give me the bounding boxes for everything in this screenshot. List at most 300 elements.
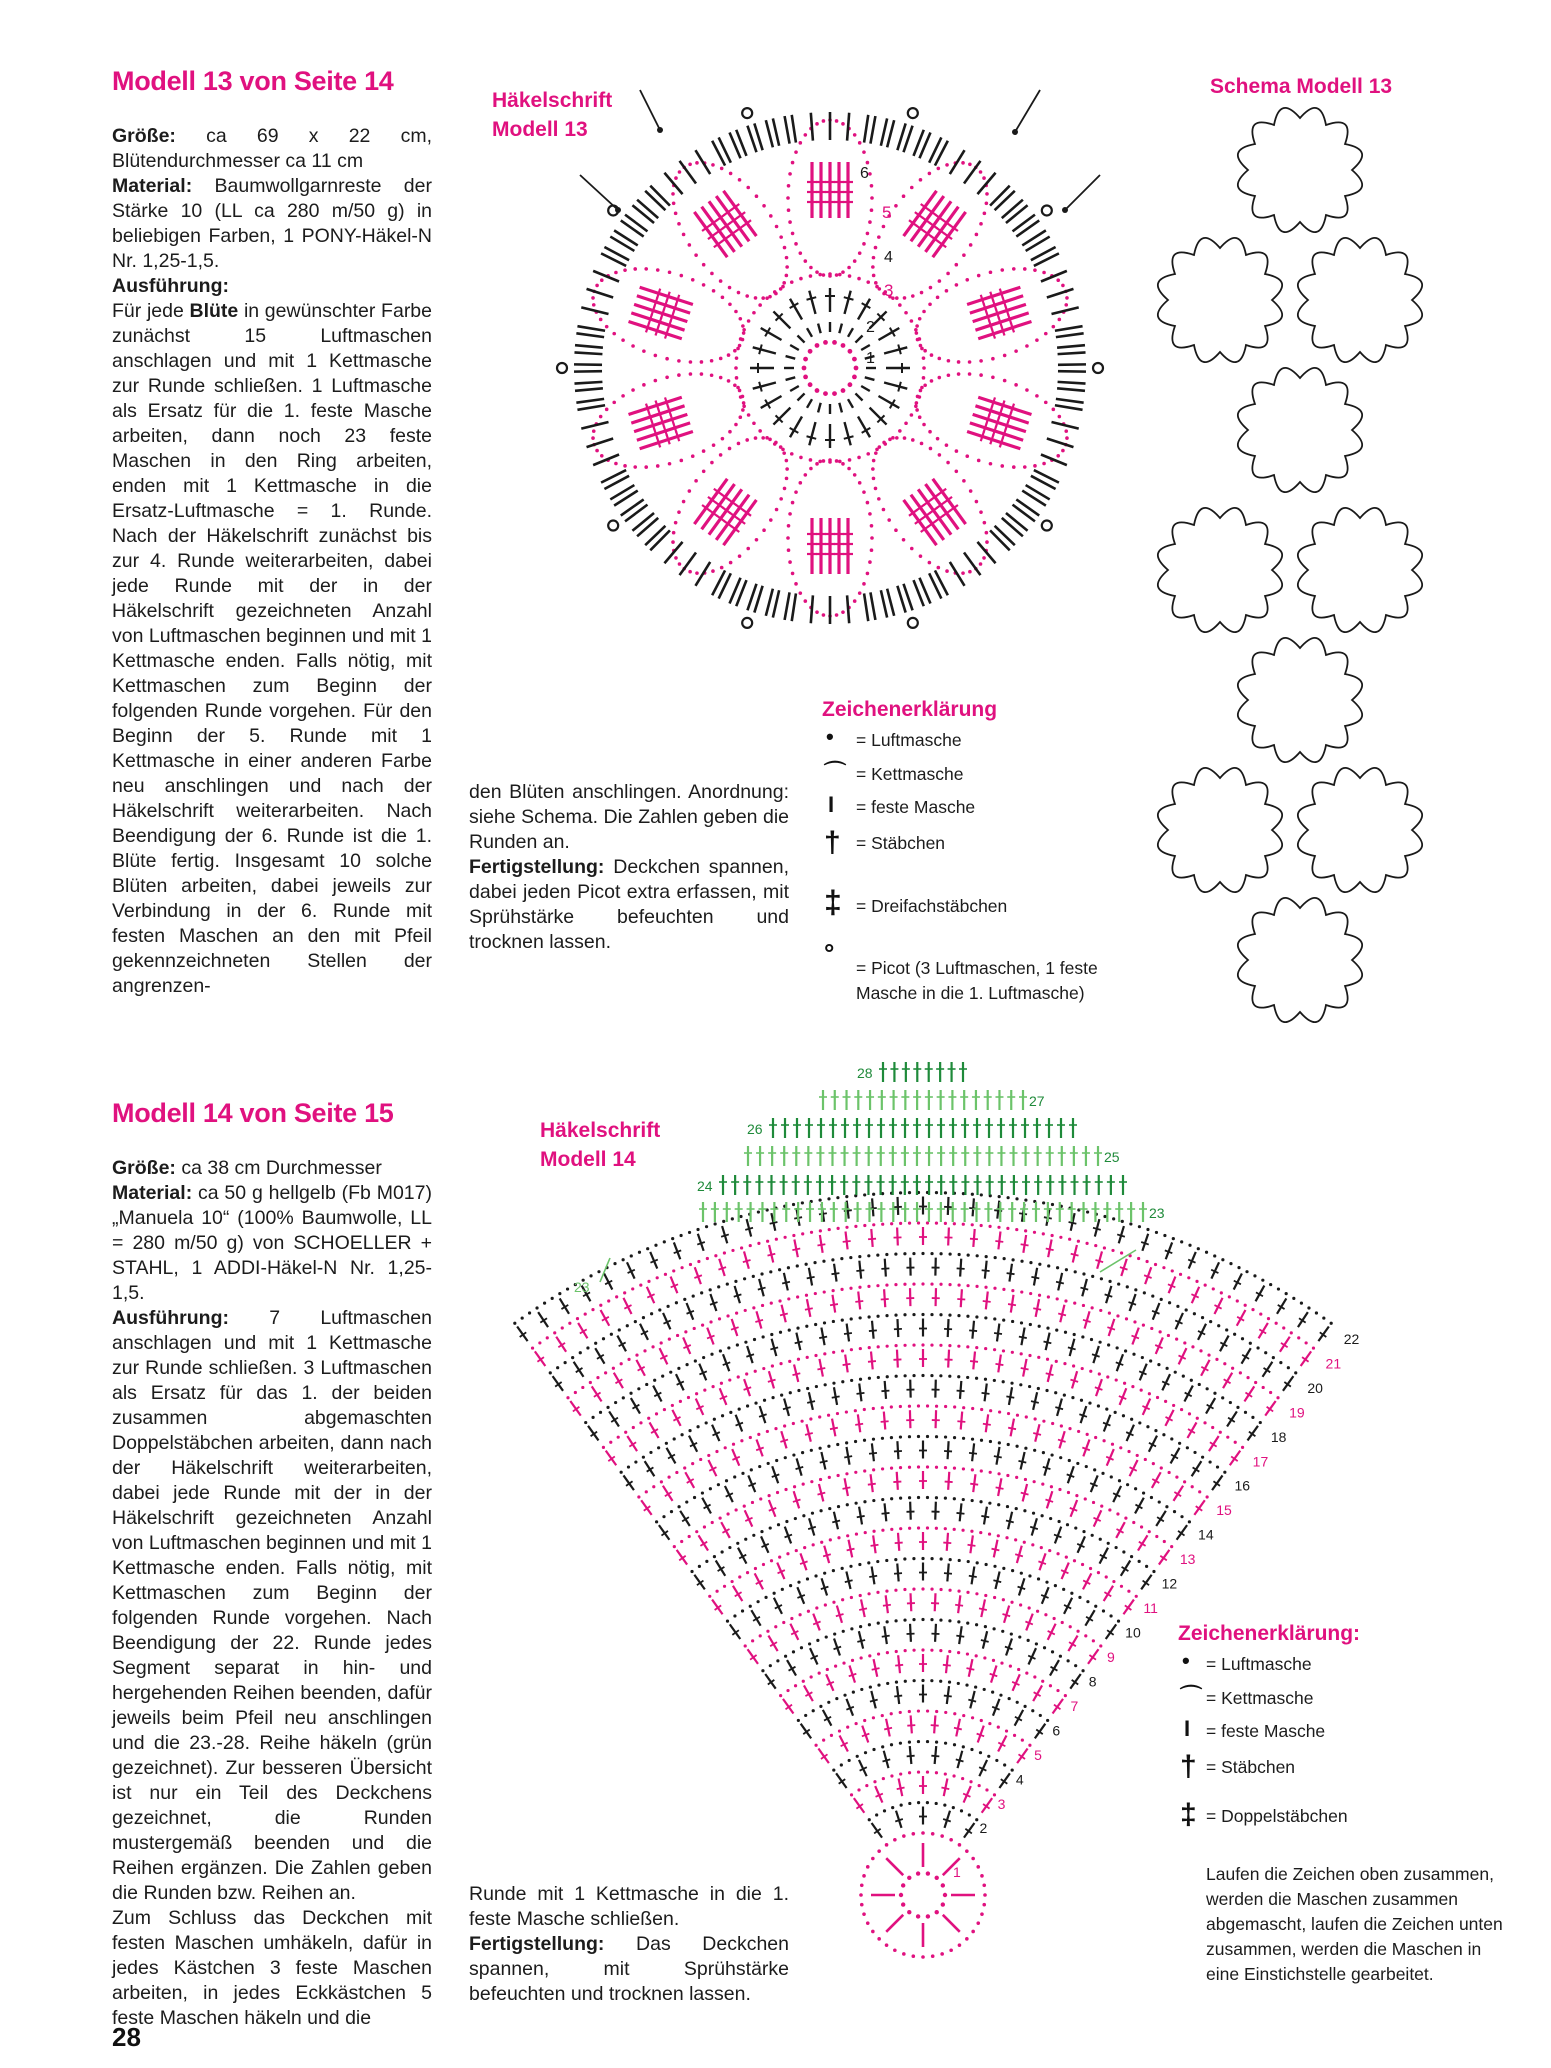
round-label: 22 [1343, 1330, 1360, 1347]
chain-dot [899, 1497, 902, 1500]
chain-dot [1033, 1480, 1036, 1483]
chain-dot [1081, 1335, 1084, 1338]
chain-dot [1107, 1542, 1110, 1545]
chain-dot [1019, 1383, 1022, 1386]
treble-bar [665, 397, 668, 407]
chain-dot [1162, 1433, 1165, 1436]
chain-dot [941, 1883, 945, 1887]
chain-dot [944, 1222, 947, 1225]
chain-dot [1106, 1375, 1109, 1378]
chain-dot [1114, 1411, 1117, 1414]
chain-dot [663, 1408, 666, 1411]
row-label: 23 [1149, 1205, 1165, 1221]
chain-dot [989, 270, 993, 274]
chain-dot [775, 1238, 778, 1241]
chain-dot [939, 1680, 942, 1683]
chain-dot [860, 1656, 863, 1659]
chain-dot [645, 1383, 648, 1386]
chain-dot [876, 1253, 879, 1256]
chain-dot [1033, 268, 1037, 272]
stitch-bar [782, 1282, 790, 1284]
chain-dot [752, 311, 756, 315]
chain-dot [610, 1333, 613, 1336]
chain-dot [1157, 1363, 1160, 1366]
chain-dot [890, 1774, 893, 1777]
chain-dot [975, 233, 979, 237]
stitch-mark [748, 1649, 758, 1664]
chain-dot [1180, 1408, 1183, 1411]
chain-dot [881, 1714, 884, 1717]
treble-bar [986, 415, 989, 425]
chain-dot [1148, 1392, 1151, 1395]
schema-flower-outline [1158, 768, 1282, 892]
chain-dot [984, 1286, 987, 1289]
chain-dot [722, 1220, 725, 1223]
chain-dot [894, 1314, 897, 1317]
chain-dot [1024, 1229, 1027, 1232]
chain-dot [757, 1242, 760, 1245]
chain-dot [1206, 1495, 1209, 1498]
chain-dot [1122, 1414, 1125, 1417]
stitch-bar [872, 1668, 880, 1670]
stitch-mark [677, 1550, 687, 1565]
legend-item-chain: = Luftmasche [1206, 1654, 1312, 1674]
stitch-bar [943, 1543, 951, 1544]
chain-dot [818, 460, 822, 464]
chain-dot [745, 1372, 748, 1375]
treble-bar [996, 309, 999, 319]
stitch-bar [767, 1254, 775, 1256]
chain-dot [1090, 1338, 1093, 1341]
chain-dot [1101, 1472, 1104, 1475]
chain-dot [705, 1225, 708, 1228]
chain-dot [944, 1527, 947, 1530]
chain-dot [859, 1893, 863, 1897]
chain-dot [908, 1802, 911, 1805]
single-crochet-mark [786, 377, 796, 380]
chain-dot [1245, 1270, 1248, 1273]
single-crochet-mark [1056, 399, 1084, 403]
chain-dot [620, 1362, 623, 1365]
stitch-mark [570, 1401, 580, 1416]
chain-dot [983, 212, 987, 216]
chain-dot [810, 1231, 813, 1234]
stitch-mark [897, 1441, 898, 1459]
single-crochet-mark [785, 592, 790, 620]
chain-dot [870, 548, 874, 552]
treble-bar [668, 321, 671, 331]
chain-dot [815, 462, 819, 466]
chain-dot [826, 1668, 829, 1671]
chain-dot [602, 1446, 605, 1449]
chain-dot [911, 294, 915, 298]
chain-dot [841, 388, 846, 393]
material-label: Material: [112, 1182, 193, 1204]
chain-dot [1108, 1312, 1111, 1315]
chain-dot [917, 1526, 920, 1529]
chain-dot [700, 372, 704, 376]
chain-dot [656, 1276, 659, 1279]
stitch-bar [832, 1396, 840, 1397]
chain-dot [939, 1313, 942, 1316]
chain-dot [872, 1438, 875, 1441]
chain-dot [1170, 1437, 1173, 1440]
chain-dot [701, 1491, 704, 1494]
chain-dot [899, 1742, 902, 1745]
chain-dot [890, 1712, 893, 1715]
chain-dot [1239, 1371, 1242, 1374]
chain-dot [1023, 267, 1027, 271]
chain-dot [806, 1356, 809, 1359]
chain-dot [866, 161, 870, 165]
chain-dot [1018, 1635, 1021, 1638]
stitch-bar [755, 1320, 763, 1322]
chain-dot [983, 1656, 986, 1659]
chain-dot [815, 122, 819, 126]
chain-dot [721, 296, 725, 300]
chain-dot [738, 1575, 741, 1578]
chain-dot [822, 1739, 825, 1742]
round-label: 1 [953, 1864, 961, 1880]
chain-dot [1061, 449, 1065, 453]
chain-dot [1228, 1295, 1231, 1298]
chain-dot [803, 374, 808, 379]
chain-dot [840, 1763, 843, 1766]
chain-dot [957, 360, 961, 364]
chain-dot [928, 430, 932, 434]
single-crochet-mark [855, 393, 862, 400]
chain-dot [1150, 1327, 1153, 1330]
chain-dot [854, 1440, 857, 1443]
chain-dot [760, 1530, 763, 1533]
chain-dot [762, 1367, 765, 1370]
chain-dot [903, 436, 907, 440]
chain-dot [841, 1598, 844, 1601]
chain-dot [749, 1605, 752, 1608]
chain-dot [612, 1367, 615, 1370]
chain-dot [654, 379, 658, 383]
chain-dot [783, 487, 787, 491]
treble-bar [1011, 404, 1014, 414]
chain-dot [1225, 1328, 1228, 1331]
chain-dot [1107, 1343, 1110, 1346]
chain-dot [1055, 1360, 1058, 1363]
legend-item-slip: = Kettmasche [856, 764, 964, 784]
chain-dot [695, 161, 699, 165]
chain-dot [1155, 1535, 1158, 1538]
chain-dot [935, 1741, 938, 1744]
chain-dot [999, 1694, 1002, 1697]
double-crochet-mark [790, 299, 802, 320]
chain-dot [958, 1253, 961, 1256]
chain-dot [1012, 465, 1016, 469]
chain-dot [935, 1910, 939, 1914]
single-crochet-mark [1022, 230, 1046, 245]
chain-dot [808, 349, 813, 354]
chain-dot [792, 1650, 795, 1653]
chain-dot [930, 1557, 933, 1560]
chain-dot [957, 1283, 960, 1286]
single-crochet-mark [577, 405, 605, 410]
chain-dot [872, 1716, 875, 1719]
chain-dot [1064, 1694, 1067, 1697]
chain-dot [890, 1436, 893, 1439]
chain-dot [609, 1441, 612, 1444]
chain-dot [1262, 1386, 1265, 1389]
chain-dot [988, 1532, 991, 1535]
chain-dot [747, 413, 751, 417]
chain-dot [782, 1621, 785, 1624]
chain-dot [800, 1646, 803, 1649]
stitch-mark [973, 1474, 975, 1492]
treble-bar [981, 295, 984, 305]
chain-dot [1136, 1454, 1139, 1457]
chain-dot [787, 524, 791, 528]
chain-dot [919, 344, 923, 348]
chain-dot [797, 1719, 800, 1722]
chain-dot [800, 1420, 803, 1423]
chain-dot [769, 214, 773, 218]
chain-dot [746, 547, 750, 551]
chain-dot [707, 1454, 710, 1457]
chain-dot [872, 256, 876, 260]
treble-bar [646, 404, 649, 414]
chain-dot [671, 1237, 674, 1240]
chain-dot [864, 1531, 867, 1534]
stitch-bar [792, 1249, 800, 1251]
stitch-mark [1053, 1699, 1063, 1714]
chain-dot [1151, 1294, 1154, 1297]
treble-bar [993, 426, 996, 436]
chain-dot [720, 167, 724, 171]
single-crochet-mark [977, 173, 995, 194]
chain-dot [1099, 1309, 1102, 1312]
stitch-bar [770, 1347, 778, 1349]
chain-dot [819, 1478, 822, 1481]
stitch-bar [847, 1549, 855, 1551]
chain-dot [745, 438, 749, 442]
stitch-mark [872, 1823, 882, 1838]
chain-dot [1249, 1342, 1252, 1345]
chain-dot [912, 1343, 915, 1346]
chain-dot [729, 1411, 732, 1414]
chain-dot [1237, 1266, 1240, 1269]
chain-dot [966, 1622, 969, 1625]
chain-dot [719, 453, 723, 457]
chain-dot [738, 389, 742, 393]
chain-dot [957, 1590, 960, 1593]
chain-dot [1122, 1550, 1125, 1553]
chain-dot [971, 1223, 974, 1226]
chain-dot [962, 1745, 965, 1748]
chain-dot [1165, 1505, 1168, 1508]
single-crochet-mark [576, 333, 604, 337]
chain-dot [1056, 1689, 1059, 1692]
single-crochet-icon: I [1184, 1716, 1191, 1741]
chain-dot [903, 1283, 906, 1286]
stitch-mark [1318, 1327, 1328, 1342]
chain-dot [676, 1334, 679, 1337]
chain-dot [980, 1719, 983, 1722]
chain-dot [868, 1818, 871, 1821]
chain-dot [1251, 1416, 1254, 1419]
chain-dot [808, 382, 813, 387]
stitch-bar [844, 1333, 852, 1334]
chain-dot [930, 1374, 933, 1377]
stitch-mark [884, 1289, 885, 1307]
chain-dot [742, 331, 746, 335]
chain-dot [1174, 1371, 1177, 1374]
chain-dot [735, 1312, 738, 1315]
chain-dot [728, 286, 732, 290]
chain-dot [627, 1465, 630, 1468]
chain-dot [860, 1884, 864, 1888]
stitch-mark [1301, 1351, 1311, 1366]
stitch-bar [1008, 1304, 1016, 1305]
chain-dot [988, 1225, 991, 1228]
chain-dot [919, 389, 923, 393]
chain-dot [1187, 1276, 1190, 1279]
chain-dot [773, 1592, 776, 1595]
chain-dot [604, 1371, 607, 1374]
chain-dot [823, 1352, 826, 1355]
chain-dot [1015, 1445, 1018, 1448]
chain-dot [799, 456, 803, 460]
chain-dot [752, 421, 756, 425]
stitch-bar [977, 1734, 985, 1737]
single-crochet-mark [1006, 205, 1028, 223]
chain-dot [957, 372, 961, 376]
chain-dot [828, 1476, 831, 1479]
chain-dot [787, 1266, 790, 1269]
chain-dot [1198, 1490, 1201, 1493]
single-crochet-mark [792, 593, 796, 621]
model13-text-column-1 [112, 124, 432, 999]
stitch-bar [983, 1424, 991, 1425]
chain-dot [961, 1777, 964, 1780]
chain-dot [853, 473, 857, 477]
stitch-bar [990, 1674, 998, 1676]
chain-dot [755, 538, 759, 542]
single-crochet-mark [1002, 200, 1023, 218]
chain-dot [832, 1289, 835, 1292]
stitch-bar [955, 1605, 963, 1606]
stitch-bar [823, 1554, 831, 1556]
chain-dot [1023, 465, 1027, 469]
chain-dot [793, 1485, 796, 1488]
chain-dot [862, 490, 866, 494]
chain-dot [807, 1610, 810, 1613]
stitch-bar [882, 1513, 890, 1514]
chain-dot [926, 1465, 929, 1468]
single-crochet-mark [680, 552, 696, 575]
chain-dot [571, 1356, 574, 1359]
chain-dot [1116, 1512, 1119, 1515]
chain-dot [694, 253, 698, 257]
chain-dot [1163, 1234, 1166, 1237]
stitch-mark [972, 1443, 974, 1461]
chain-dot [615, 1295, 618, 1298]
chain-dot [728, 430, 732, 434]
stitch-mark [948, 1472, 949, 1490]
chain-dot [997, 1726, 1000, 1729]
single-crochet-mark [1047, 289, 1074, 298]
chain-dot [677, 222, 681, 226]
chain-dot [913, 1679, 916, 1682]
chain-dot [1052, 408, 1056, 412]
row-label: 25 [1104, 1149, 1120, 1165]
chain-dot [922, 366, 926, 370]
chain-dot [1179, 1273, 1182, 1276]
chain-dot [1188, 1244, 1191, 1247]
stitch-bar [944, 1573, 952, 1574]
chain-dot [1094, 1605, 1097, 1608]
chain-dot [828, 1228, 831, 1231]
chain-dot [855, 1532, 858, 1535]
chain-dot [983, 1893, 987, 1897]
chain-dot [939, 1618, 942, 1621]
single-crochet-mark [664, 542, 682, 563]
treble-bar [665, 329, 668, 339]
round-label: 4 [1015, 1771, 1024, 1788]
round-label: 15 [1216, 1502, 1232, 1519]
chain-dot [665, 376, 669, 380]
chain-dot [1110, 1475, 1113, 1478]
stitch-bar [831, 1273, 839, 1274]
stitch-mark [897, 1686, 899, 1704]
single-crochet-mark [1026, 485, 1050, 499]
stitch-bar [1055, 1407, 1063, 1409]
chain-dot [938, 453, 942, 457]
chain-dot [1029, 1292, 1032, 1295]
stitch-bar [884, 1728, 892, 1730]
legend-item-chain: = Luftmasche [856, 730, 962, 750]
chain-dot [703, 1525, 706, 1528]
chain-dot [926, 1404, 929, 1407]
chain-dot [714, 1222, 717, 1225]
chain-dot [998, 1441, 1001, 1444]
chain-dot [710, 1353, 713, 1356]
chain-dot [928, 302, 932, 306]
chain-dot [670, 1510, 673, 1513]
chain-dot [899, 1527, 902, 1530]
treble-bar [992, 397, 995, 407]
chain-dot [783, 1424, 786, 1427]
chain-dot [1061, 284, 1065, 288]
chain-dot [623, 464, 627, 468]
chain-dot [715, 1450, 718, 1453]
chain-dot [1017, 1668, 1020, 1671]
chain-dot [785, 477, 789, 481]
chain-dot [784, 1655, 787, 1658]
stitch-bar [895, 1819, 903, 1821]
chain-dot [953, 1222, 956, 1225]
chain-dot [957, 1314, 960, 1317]
chain-dot [944, 1435, 947, 1438]
chain-dot [907, 1876, 911, 1880]
chain-dot [1145, 1565, 1148, 1568]
chain-dot [809, 274, 813, 278]
chain-dot [741, 324, 745, 328]
single-crochet-mark [811, 113, 813, 141]
double-crochet-mark [753, 382, 776, 388]
chain-dot [744, 1341, 747, 1344]
chain-dot [894, 528, 898, 532]
chain-dot [655, 1412, 658, 1415]
chain-dot [997, 1503, 1000, 1506]
single-crochet-mark [632, 513, 654, 531]
stitch-bar [956, 1759, 964, 1761]
